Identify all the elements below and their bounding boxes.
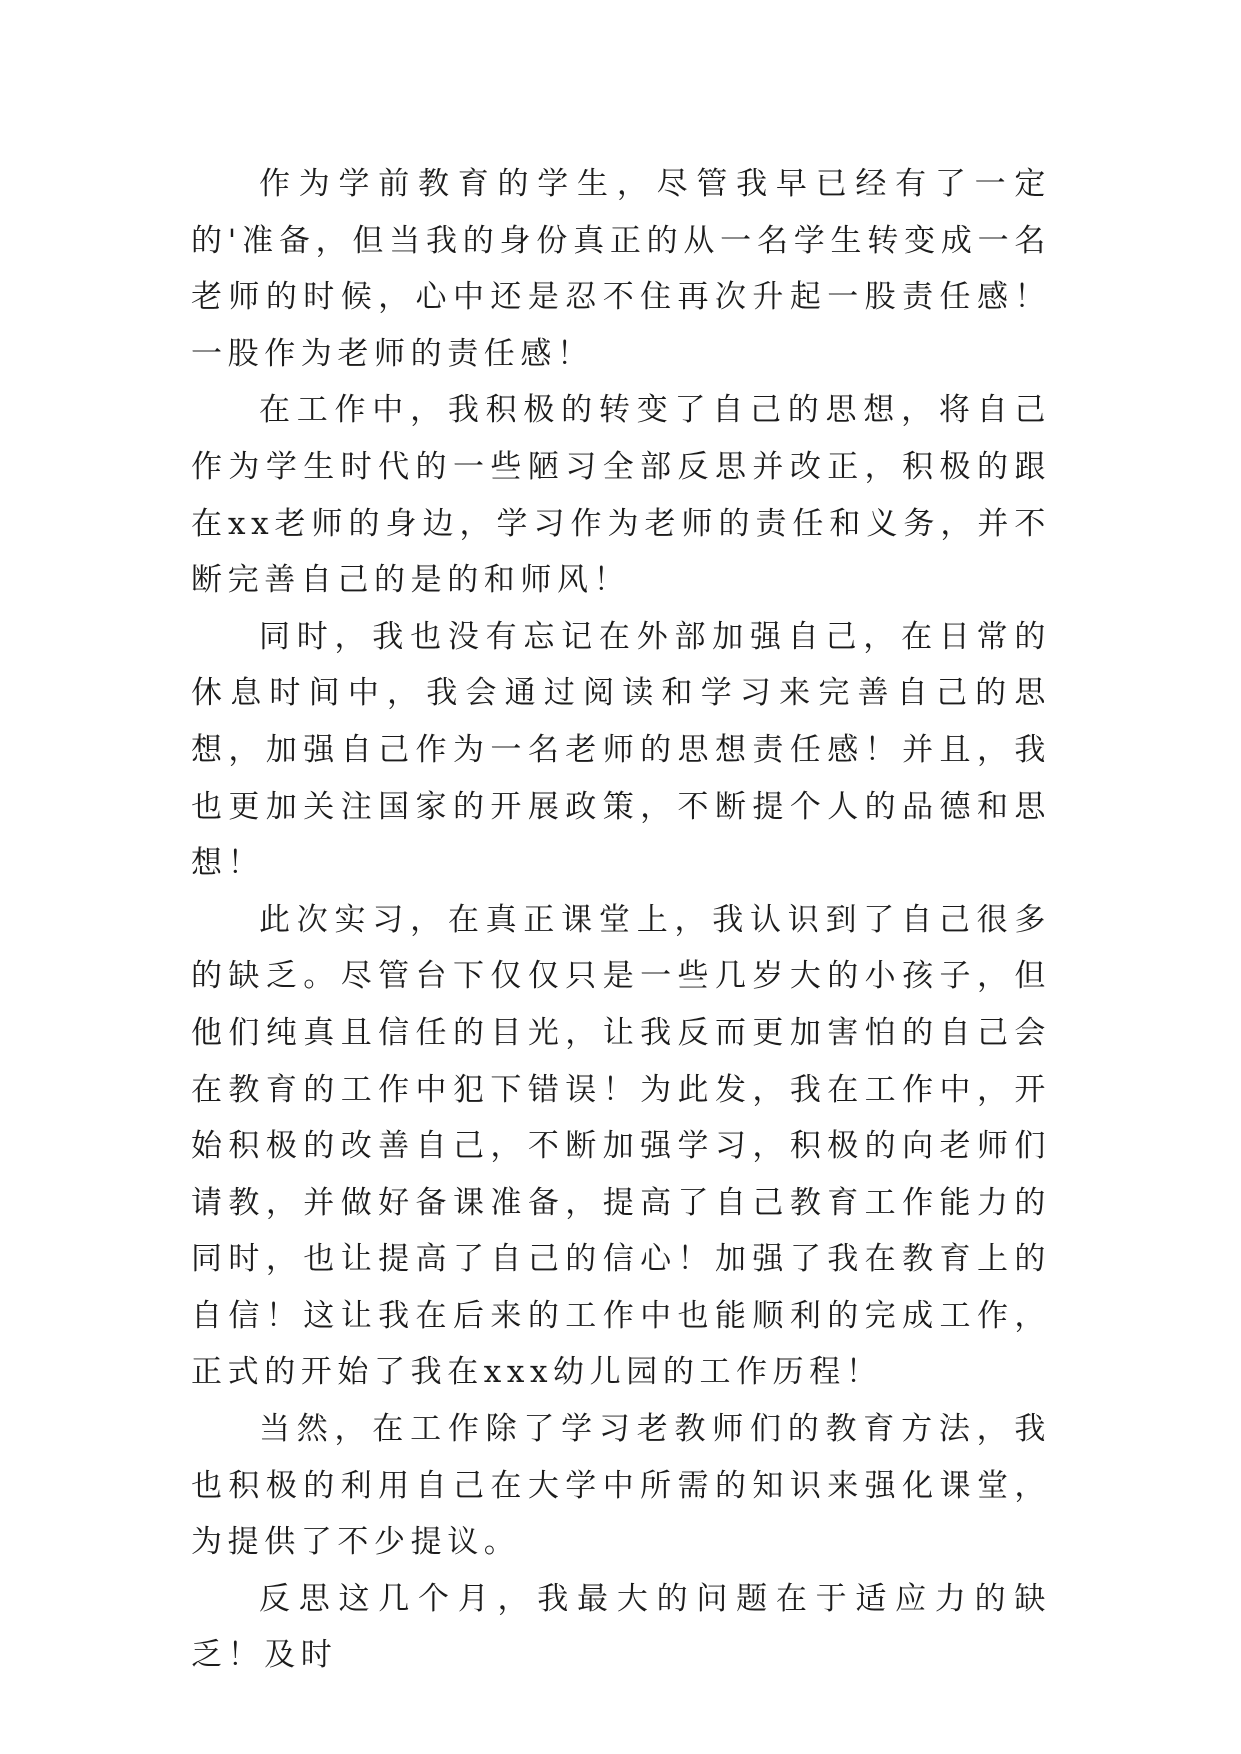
paragraph: 在工作中，我积极的转变了自己的思想，将自己作为学生时代的一些陋习全部反思并改正，积极的跟在xx老师的身边，学习作为老师的责任和义务，并不断完善自己的是的和师风！ [191, 392, 1051, 599]
paragraph: 作为学前教育的学生，尽管我早已经有了一定的'准备，但当我的身份真正的从一名学生转变成一名老师的时候，心中还是忍不住再次升起一股责任感！一股作为老师的责任感！ [191, 166, 1051, 372]
paragraph: 同时，我也没有忘记在外部加强自己，在日常的休息时间中，我会通过阅读和学习来完善自己的思想，加强自己作为一名老师的思想责任感！并且，我也更加关注国家的开展政策，不断提个人的品德和思想！ [191, 618, 1051, 882]
paragraph: 反思这几个月，我最大的问题在于适应力的缺乏！及时 [191, 1580, 1051, 1674]
document-body [191, 156, 1051, 1684]
paragraph: 此次实习，在真正课堂上，我认识到了自己很多的缺乏。尽管台下仅仅只是一些几岁大的小孩子，但他们纯真且信任的目光，让我反而更加害怕的自己会在教育的工作中犯下错误！为此发，我在工作中，开始积极的改善自己，不断加强学习，积极的向老师们请教，并做好备课准备，提高了自己教育工作能力的同时，也让提高了自己的信心！加强了我在教育上的自信！这让我在后来的工作中也能顺利的完成工作，正式的开始了我在xxx幼儿园的工作历程！ [191, 901, 1051, 1391]
paragraph: 当然，在工作除了学习老教师们的教育方法，我也积极的利用自己在大学中所需的知识来强化课堂，为提供了不少提议。 [191, 1411, 1051, 1561]
